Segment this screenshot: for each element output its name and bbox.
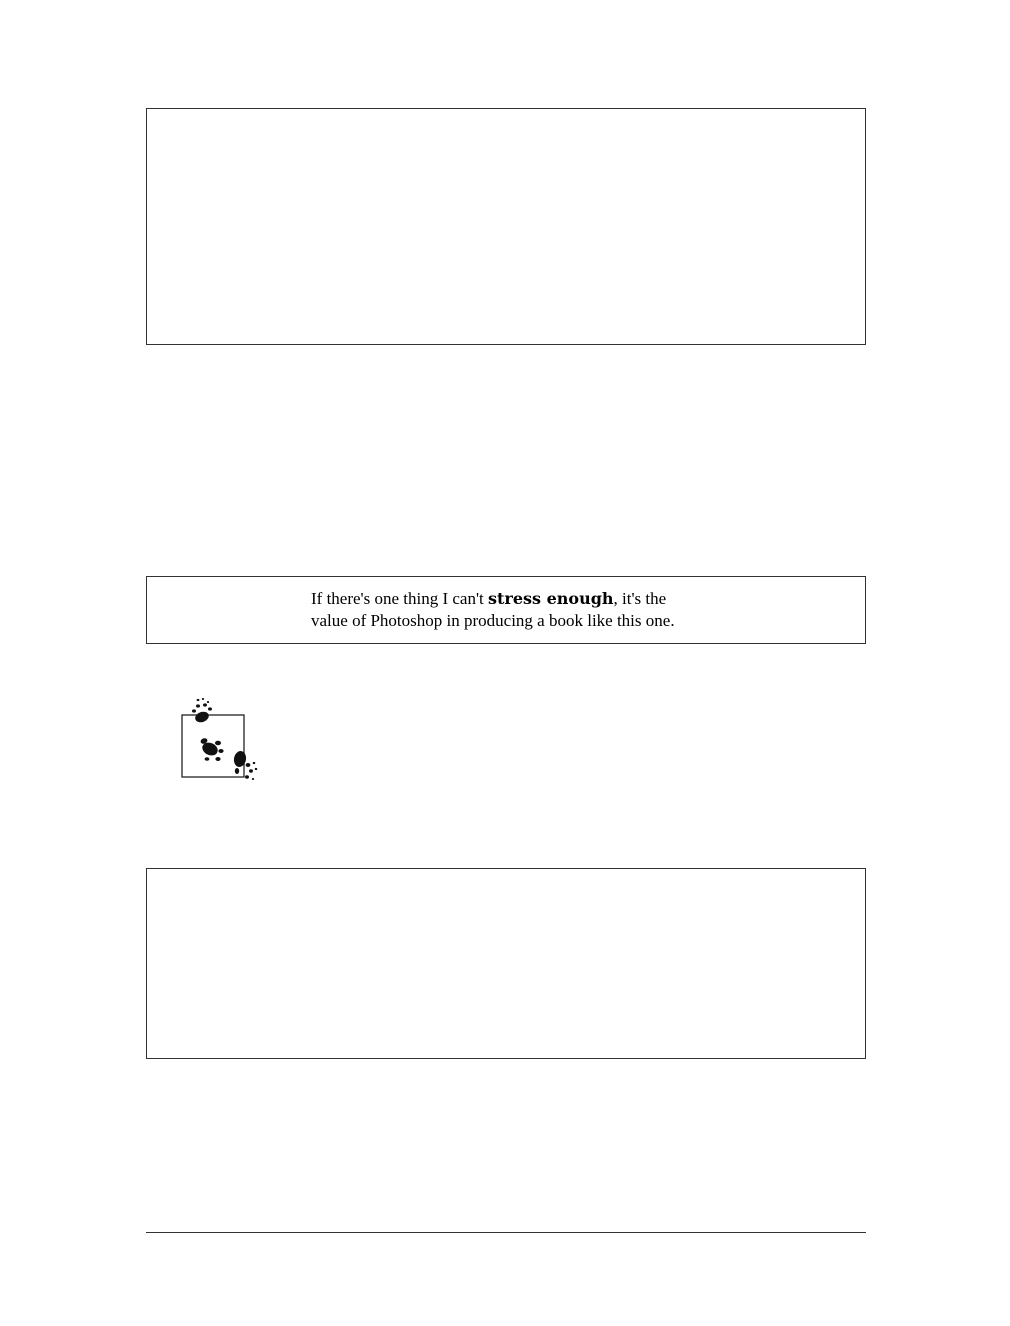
callout-line-1-end: , it's the xyxy=(613,589,667,608)
callout-line-1-start: If there's one thing I can't xyxy=(311,589,489,608)
callout-emphasis: stress enough xyxy=(488,589,614,608)
callout-line-2: value of Photoshop in producing a book like this one. xyxy=(311,611,675,630)
footer-rule xyxy=(146,1232,866,1233)
empty-figure-frame-bottom xyxy=(146,868,866,1059)
empty-figure-frame-top xyxy=(146,108,866,345)
callout-box xyxy=(146,576,866,644)
paw-prints-tip-icon xyxy=(174,693,266,785)
callout-line-1 xyxy=(311,588,675,610)
callout-text xyxy=(311,588,675,632)
